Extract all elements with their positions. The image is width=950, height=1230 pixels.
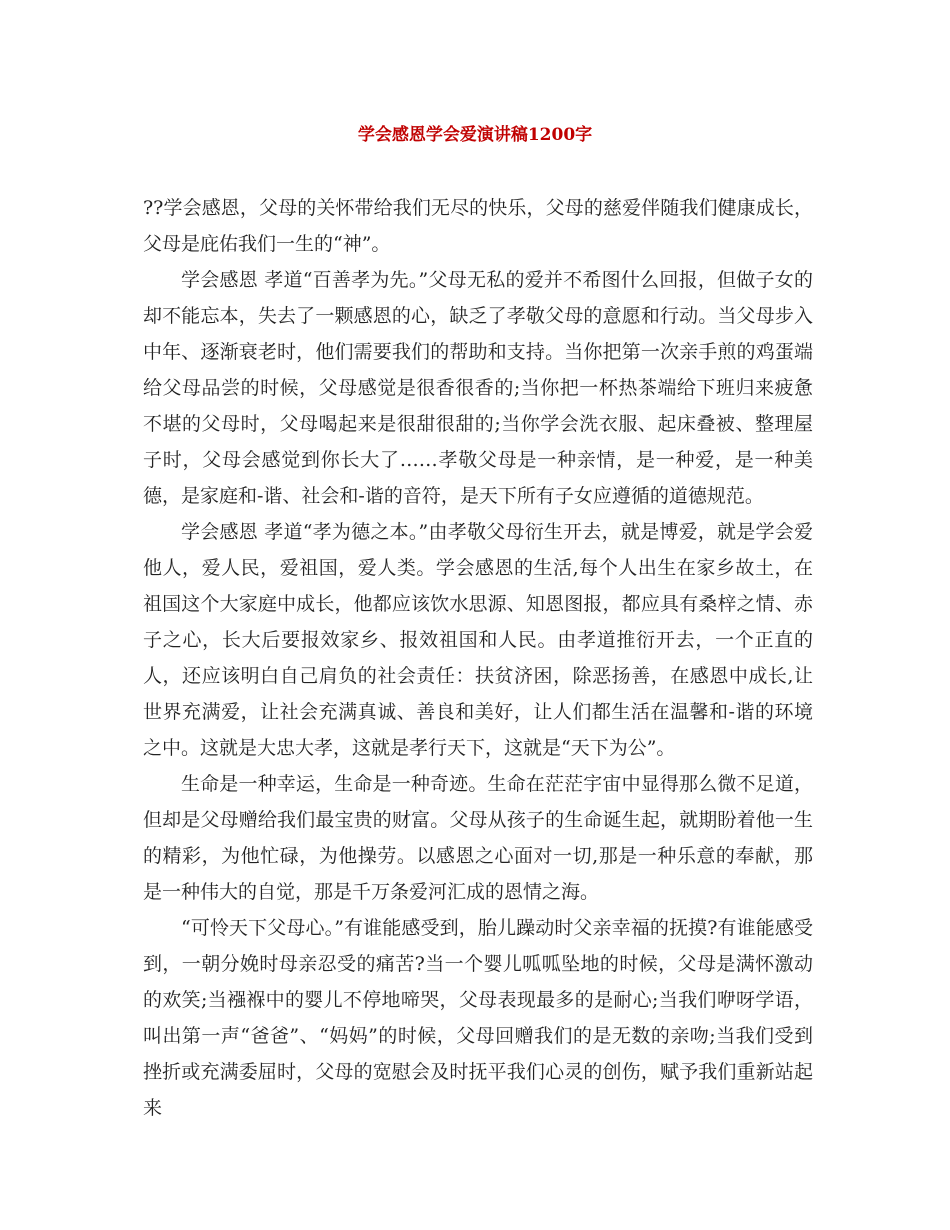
paragraph-4: 生命是一种幸运，生命是一种奇迹。生命在茫茫宇宙中显得那么微不足道，但却是父母赠给我们最宝贵的财富。父母从孩子的生命诞生起，就期盼着他一生的精彩，为他忙碌，为他操劳。以感恩之心面对一切,那是一种乐意的奉献，那是一种伟大的自觉，那是千万条爱河汇成的恩情之海。 [143,773,813,903]
paragraph-1: ??学会感恩，父母的关怀带给我们无尽的快乐，父母的慈爱伴随我们健康成长，父母是庇佑我们一生的“神”。 [143,197,813,255]
paragraph-2: 学会感恩 孝道“百善孝为先。”父母无私的爱并不希图什么回报，但做子女的却不能忘本，失去了一颗感恩的心，缺乏了孝敬父母的意愿和行动。当父母步入中年、逐渐衰老时，他们需要我们的帮助和支持。当你把第一次亲手煎的鸡蛋端给父母品尝的时候，父母感觉是很香很香的;当你把一杯热茶端给下班归来疲惫不堪的父母时，父母喝起来是很甜很甜的;当你学会洗衣服、起床叠被、整理屋子时，父母会感觉到你长大了……孝敬父母是一种亲情，是一种爱，是一种美德，是家庭和-谐、社会和-谐的音符，是天下所有子女应遵循的道德规范。 [143,269,813,507]
document-body [143,190,813,1126]
paragraph-5: “可怜天下父母心。”有谁能感受到，胎儿躁动时父亲幸福的抚摸?有谁能感受到，一朝分娩时母亲忍受的痛苦?当一个婴儿呱呱坠地的时候，父母是满怀激动的欢笑;当襁褓中的婴儿不停地啼哭，父母表现最多的是耐心;当我们咿呀学语，叫出第一声“爸爸”、“妈妈”的时候，父母回赠我们的是无数的亲吻;当我们受到挫折或充满委屈时，父母的宽慰会及时抚平我们心灵的创伤，赋予我们重新站起来 [143,917,813,1119]
document-title: 学会感恩学会爱演讲稿1200字 [357,125,593,145]
paragraph-3: 学会感恩 孝道“孝为德之本。”由孝敬父母衍生开去，就是博爱，就是学会爱他人，爱人民，爱祖国，爱人类。学会感恩的生活,每个人出生在家乡故土，在祖国这个大家庭中成长，他都应该饮水思源、知恩图报，都应具有桑梓之情、赤子之心，长大后要报效家乡、报效祖国和人民。由孝道推衍开去，一个正直的人，还应该明白自己肩负的社会责任：扶贫济困，除恶扬善，在感恩中成长,让世界充满爱，让社会充满真诚、善良和美好，让人们都生活在温馨和-谐的环境之中。这就是大忠大孝，这就是孝行天下，这就是“天下为公”。 [143,521,813,759]
